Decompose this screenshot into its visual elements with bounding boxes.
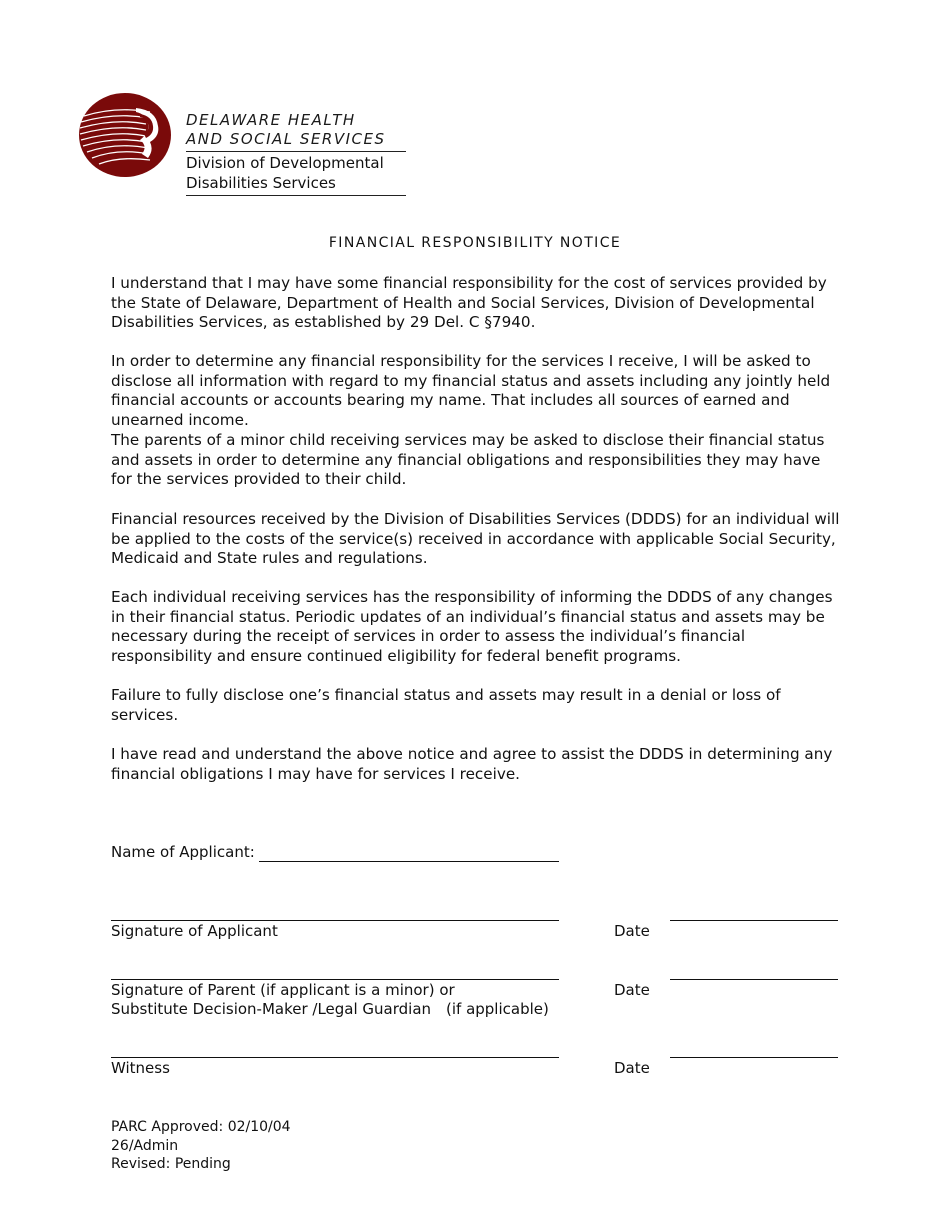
witness-date-field[interactable] — [670, 1057, 838, 1058]
approval-date: PARC Approved: 02/10/04 — [111, 1119, 291, 1135]
agency-name-line-1: DELAWARE HEALTH — [186, 111, 356, 129]
header-divider-bottom — [186, 195, 406, 196]
paragraph-disclosure: In order to determine any financial responsibility for the services I receive, I will be asked to disclose all information with regard to my financial status and assets including any jointly held financial accounts or accounts bearing my name. That includes all sources of earned and unearned income. — [111, 352, 831, 429]
division-name-line-2: Disabilities Services — [186, 174, 336, 192]
paragraph-acknowledgement: I have read and understand the above notice and agree to assist the DDDS in determining any financial obligations I may have for services I receive. — [111, 745, 833, 783]
paragraph-informing-changes: Each individual receiving services has the responsibility of informing the DDDS of any changes in their financial status. Periodic updates of an individual’s financial status and assets may be necessary during the receipt of services in order to assess the individual’s financial responsibility and ensure continued eligibility for federal benefit programs. — [111, 588, 833, 665]
parent-date-field[interactable] — [670, 979, 838, 980]
paragraph-financial-responsibility: I understand that I may have some financial responsibility for the cost of services provided by the State of Delaware, Department of Health and Social Services, Division of Developmental Disabilities Services, as established by 29 Del. C §7940. — [111, 274, 827, 331]
parent-signature-field[interactable] — [111, 979, 559, 980]
applicant-date-label: Date — [614, 922, 650, 940]
agency-name-line-2: AND SOCIAL SERVICES — [186, 130, 386, 148]
applicant-date-field[interactable] — [670, 920, 838, 921]
applicant-signature-field[interactable] — [111, 920, 559, 921]
header-divider — [186, 151, 406, 152]
division-name — [186, 153, 406, 193]
parent-date-label: Date — [614, 981, 650, 999]
form-footer — [111, 1118, 291, 1174]
witness-signature-field[interactable] — [111, 1057, 559, 1058]
signature-of-parent-label-line-2: Substitute Decision-Maker /Legal Guardian — [111, 1000, 432, 1018]
name-of-applicant-label: Name of Applicant: — [111, 843, 255, 861]
paragraph-failure-to-disclose: Failure to fully disclose one’s financial status and assets may result in a denial or loss of services. — [111, 686, 781, 724]
organization-header — [186, 111, 406, 196]
witness-date-label: Date — [614, 1059, 650, 1077]
document-title: FINANCIAL RESPONSIBILITY NOTICE — [328, 235, 622, 251]
name-of-applicant-field[interactable] — [259, 861, 559, 862]
signature-of-applicant-label: Signature of Applicant — [111, 922, 278, 940]
signature-of-parent-label-line-1: Signature of Parent (if applicant is a minor) or — [111, 981, 455, 999]
agency-name — [186, 111, 406, 149]
form-number: 26/Admin — [111, 1137, 179, 1154]
dhss-logo-emblem — [78, 92, 172, 178]
division-name-line-1: Division of Developmental — [186, 154, 384, 172]
paragraph-parents-minor: The parents of a minor child receiving services may be asked to disclose their financial status and assets in order to determine any financial obligations and responsibilities they may have for the services provided to their child. — [111, 431, 825, 488]
dhss-logo — [78, 92, 172, 178]
witness-label: Witness — [111, 1059, 170, 1077]
revision-status: Revised: Pending — [111, 1156, 231, 1172]
if-applicable-note: (if applicable) — [446, 1000, 549, 1018]
paragraph-financial-resources: Financial resources received by the Division of Disabilities Services (DDDS) for an individual will be applied to the costs of the service(s) received in accordance with applicable Social Security, Medicaid and State rules and regulations. — [111, 510, 840, 567]
